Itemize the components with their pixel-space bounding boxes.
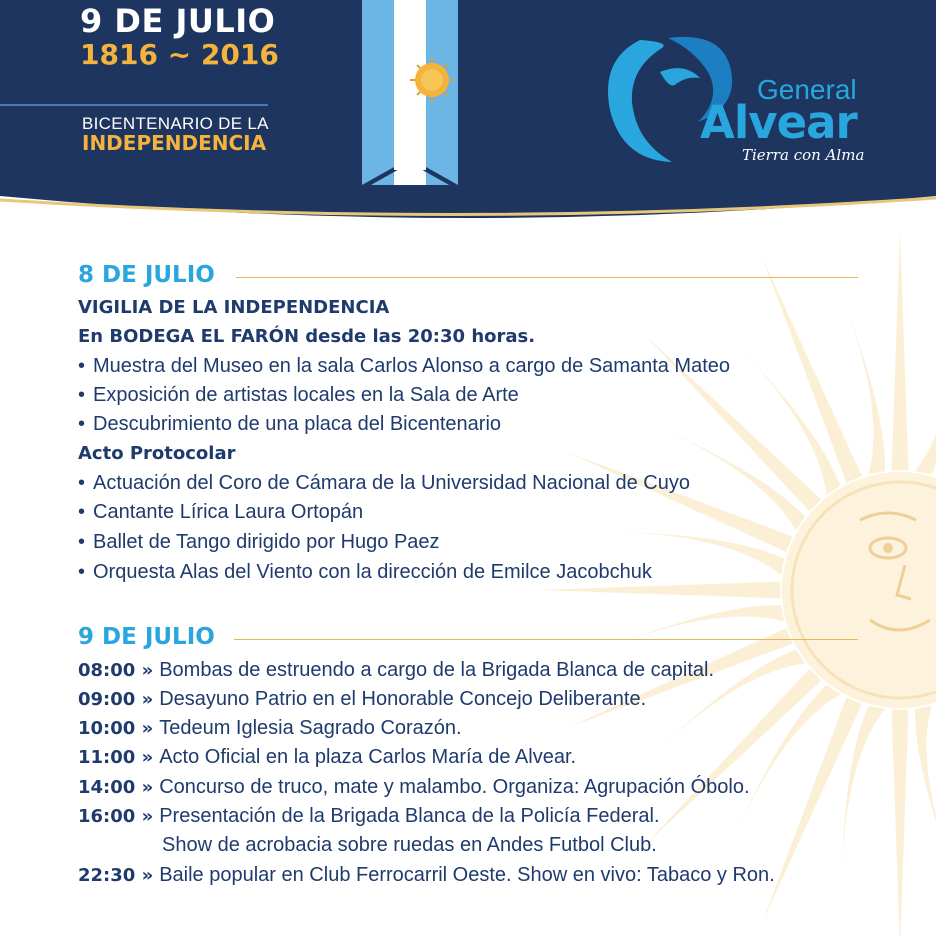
sun-ray xyxy=(540,582,780,599)
list-item: • Exposición de artistas locales en la Sala de Arte xyxy=(78,384,519,406)
list-item: • Actuación del Coro de Cámara de la Universidad Nacional de Cuyo xyxy=(78,472,690,494)
list-item: • Orquesta Alas del Viento con la dirección de Emilce Jacobchuk xyxy=(78,561,652,583)
day1-header xyxy=(78,262,858,292)
header-date: 9 DE JULIO xyxy=(80,2,276,40)
header-bicentenario: BICENTENARIO DE LA xyxy=(82,114,269,133)
day1-title: 8 DE JULIO xyxy=(78,262,215,288)
list-item: • Cantante Lírica Laura Ortopán xyxy=(78,501,364,523)
day1-location: En BODEGA EL FARÓN desde las 20:30 horas. xyxy=(78,326,536,347)
day2-divider xyxy=(234,639,858,640)
header-independencia: INDEPENDENCIA xyxy=(82,131,267,155)
sun-ray xyxy=(892,230,909,470)
header-divider xyxy=(0,104,268,106)
schedule-row: 22:30 » Baile popular en Club Ferrocarril Oeste. Show en vivo: Tabaco y Ron. xyxy=(78,864,775,886)
day1-heading: VIGILIA DE LA INDEPENDENCIA xyxy=(78,297,390,318)
schedule-row: 11:00 » Acto Oficial en la plaza Carlos María de Alvear. xyxy=(78,746,577,768)
schedule-row: 09:00 » Desayuno Patrio en el Honorable Concejo Deliberante. xyxy=(78,688,647,710)
sun-ray xyxy=(645,669,821,845)
sun-ray xyxy=(915,296,936,474)
schedule-row: 10:00 » Tedeum Iglesia Sagrado Corazón. xyxy=(78,717,462,739)
list-item: • Descubrimiento de una placa del Bicentenario xyxy=(78,413,502,435)
acto-protocolar-heading: Acto Protocolar xyxy=(78,443,236,464)
day1-divider xyxy=(236,277,858,278)
schedule-row-continuation: Show de acrobacia sobre ruedas en Andes Futbol Club. xyxy=(162,834,657,856)
sun-ray xyxy=(915,706,936,884)
header-years: 1816 ~ 2016 xyxy=(80,38,279,71)
day2-title: 9 DE JULIO xyxy=(78,624,215,650)
day2-header xyxy=(78,624,858,654)
logo-tagline: Tierra con Alma xyxy=(742,146,865,164)
list-item: • Muestra del Museo en la sala Carlos Alonso a cargo de Samanta Mateo xyxy=(78,355,731,377)
schedule-row: 14:00 » Concurso de truco, mate y malambo. Organiza: Agrupación Óbolo. xyxy=(78,776,750,798)
logo-general-text: General xyxy=(757,74,857,105)
schedule-row: 16:00 » Presentación de la Brigada Blanca de la Policía Federal. xyxy=(78,805,660,827)
argentina-flag-ribbon xyxy=(362,0,458,190)
sun-ray xyxy=(892,710,909,936)
schedule-row: 08:00 » Bombas de estruendo a cargo de la Brigada Blanca de capital. xyxy=(78,659,715,681)
header-banner xyxy=(0,0,936,230)
logo-alvear-text: Alvear xyxy=(700,96,857,149)
list-item: • Ballet de Tango dirigido por Hugo Paez xyxy=(78,531,440,553)
